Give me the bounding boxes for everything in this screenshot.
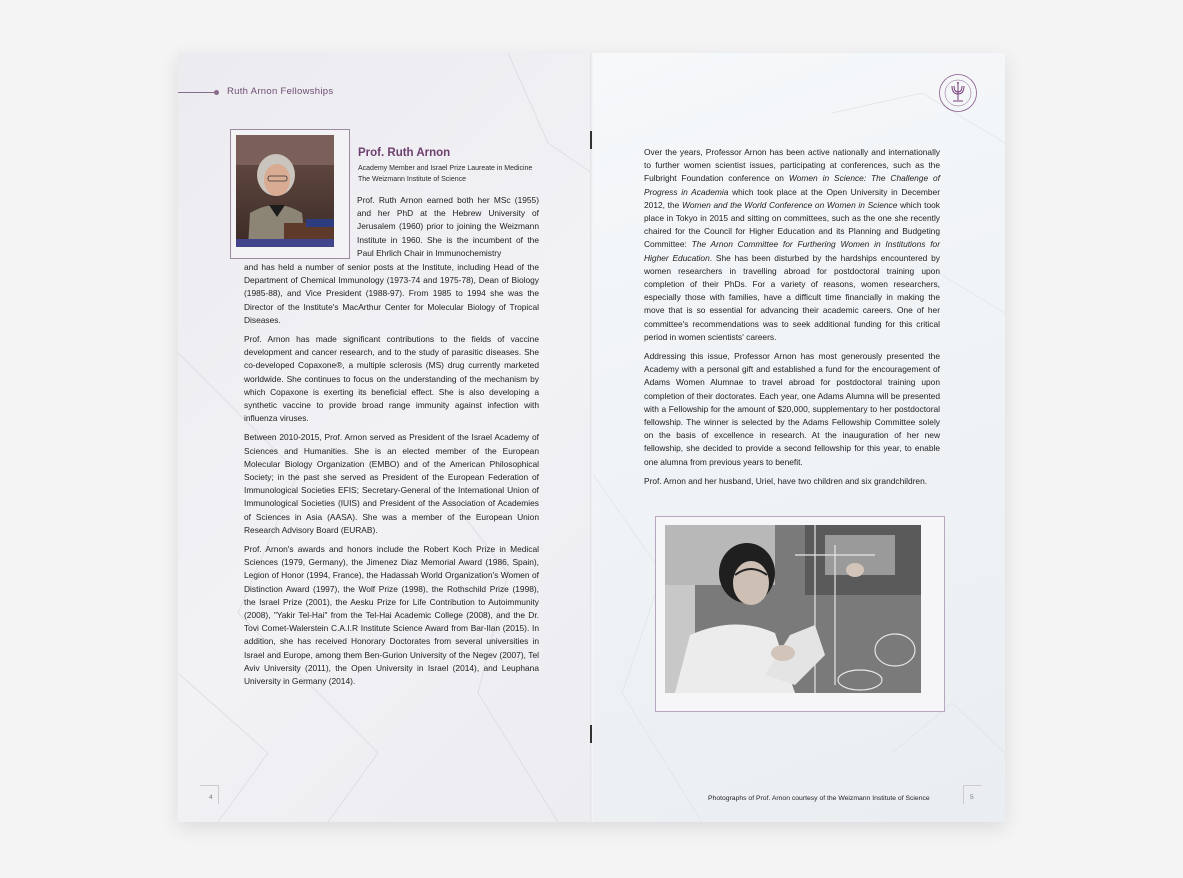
profile-subtitle (358, 164, 532, 185)
spine-gutter (590, 53, 593, 822)
page-number: 5 (970, 794, 974, 801)
bio-paragraph-continued: and has held a number of senior posts at the Institute, including Head of the Department of Chemical Immunology (1973-74 and 1975-78), Dean of Biology (1985-88), and Vice President (1988-97). From 1985 to 1994 she was the Director of the Institute's MacArthur Center for Molecular Biology of Tropical Diseases. (244, 262, 539, 325)
text-run: which took place in Tokyo in 2015 and sitting on committees, such as the one she recently chaired for the Council for Higher Education and its Planning and Budgeting Committee: (644, 199, 940, 250)
activism-paragraph (644, 146, 940, 344)
conference-title: Women in Science: The Challenge of Progress in Academia (644, 173, 940, 197)
profile-name: Prof. Ruth Arnon (358, 147, 451, 159)
booklet-spread (178, 53, 1005, 822)
running-header: Ruth Arnon Fellowships (227, 86, 334, 97)
header-rule (178, 92, 216, 93)
portrait-photo (236, 135, 334, 247)
conference-title: Women and the World Conference on Women in Science (681, 199, 898, 210)
bio-paragraph-intro: Prof. Ruth Arnon earned both her MSc (1955) and her PhD at the Hebrew University of Jerusalem (1960) prior to joining the Weizmann Institute in 1960. She is the incumbent of the Paul Ehrlich Chair in Immunochemistry (357, 195, 539, 258)
text-run: . She has been disturbed by the hardships encountered by women researchers in travelling abroad for postdoctoral training upon completion of their PhDs. For a variety of reasons, women researchers, especially those with families, have a difficult time financially in making the move that is so essential for advancing their academic careers. One of her committee's recommendations was to seek additional funding for this critical period in women scientists' careers. (644, 252, 940, 342)
family-paragraph: Prof. Arnon and her husband, Uriel, have two children and six grandchildren. (644, 475, 928, 486)
portrait-photo-frame (230, 129, 350, 259)
text-run: Over the years, Professor Arnon has been active nationally and internationally to further women scientist issues, participating at conferences, such as the Fulbright Foundation conference on (644, 147, 940, 184)
bio-paragraph-research: Prof. Arnon has made significant contributions to the fields of vaccine development and cancer research, and to the study of parasitic diseases. She co-developed Copaxone®, a multiple sclerosis (MS) drug currently marketed worldwide. She continues to focus on the understanding of the mechanism by which Copaxone is exerting its beneficial effect. She is also developing a synthetic vaccine to provide broad range immunity against infection with influenza viruses. (244, 334, 539, 424)
right-page (592, 53, 1005, 822)
text-run: which took place at the Open University in December 2012, the (644, 186, 940, 210)
lab-photo-frame (655, 516, 945, 712)
subtitle-line: The Weizmann Institute of Science (358, 175, 467, 183)
right-body-text (644, 146, 940, 494)
academy-seal-logo (938, 73, 978, 113)
bio-paragraph-awards: Prof. Arnon's awards and honors include the Robert Koch Prize in Medical Sciences (1979, Germany), the Jimenez Diaz Memorial Award (1986, Spain), Legion of Honor (1994, France), the Hadassah World Organization's Women of Distinction Award (1997), the Wolf Prize (1998), the Rothschild Prize (1998), the Israel Prize (2001), the Aesku Prize for Life Contribution to Autoimmunity (2008), "Yakir Tel-Hai" from the Tel-Hai Academic College (2008), and the Dr. Tovi Comet-Walerstein C.A.I.R Institute Science Award from Bar-Ilan (2015). In addition, she has received Honorary Doctorates from several universities in Israel and Europe, among them Ben-Gurion University of the Negev (2007), Tel Aviv University (2011), the Open University in Israel (2014), and Leuphana University in Germany (2014). (244, 544, 539, 687)
committee-title: The Arnon Committee for Furthering Women in Institutions for Higher Education (644, 239, 940, 263)
left-body-text (244, 261, 539, 694)
spine-mark (590, 725, 592, 743)
lab-photo (665, 525, 921, 693)
header-dot (214, 90, 219, 95)
left-page (178, 53, 592, 822)
fellowship-paragraph: Addressing this issue, Professor Arnon has most generously presented the Academy with a personal gift and established a fund for the encouragement of Adams Women Alumnae to travel abroad for postdoctoral training upon completion of their doctorates. Each year, one Adams Alumna will be presented with a Fellowship for the amount of $20,000, supplementary to her postdoctoral fellowship. The winner is selected by the Adams Fellowship Committee solely on the basis of excellence in research. At the inauguration of her new fellowship, she decided to provide a second fellowship for this year, to enable one alumna from previous years to benefit. (644, 351, 940, 467)
subtitle-line: Academy Member and Israel Prize Laureate in Medicine (358, 165, 533, 172)
bio-paragraph-roles: Between 2010-2015, Prof. Arnon served as President of the Israel Academy of Sciences and Humanities. She is an elected member of the European Molecular Biology Organization (EMBO) and of the American Philosophical Society; in the past she served as President of the European Federation of Immunological Societies EFIS; Secretary-General of the International Union of Immunological Societies (IUIS) and President of the Association of Academies of Sciences in Asia (AASA). She was a member of the European Union Research Advisory Board (EURAB). (244, 432, 539, 535)
spine-mark (590, 131, 592, 149)
photo-credit: Photographs of Prof. Arnon courtesy of the Weizmann Institute of Science (708, 795, 930, 802)
page-number: 4 (209, 794, 213, 801)
